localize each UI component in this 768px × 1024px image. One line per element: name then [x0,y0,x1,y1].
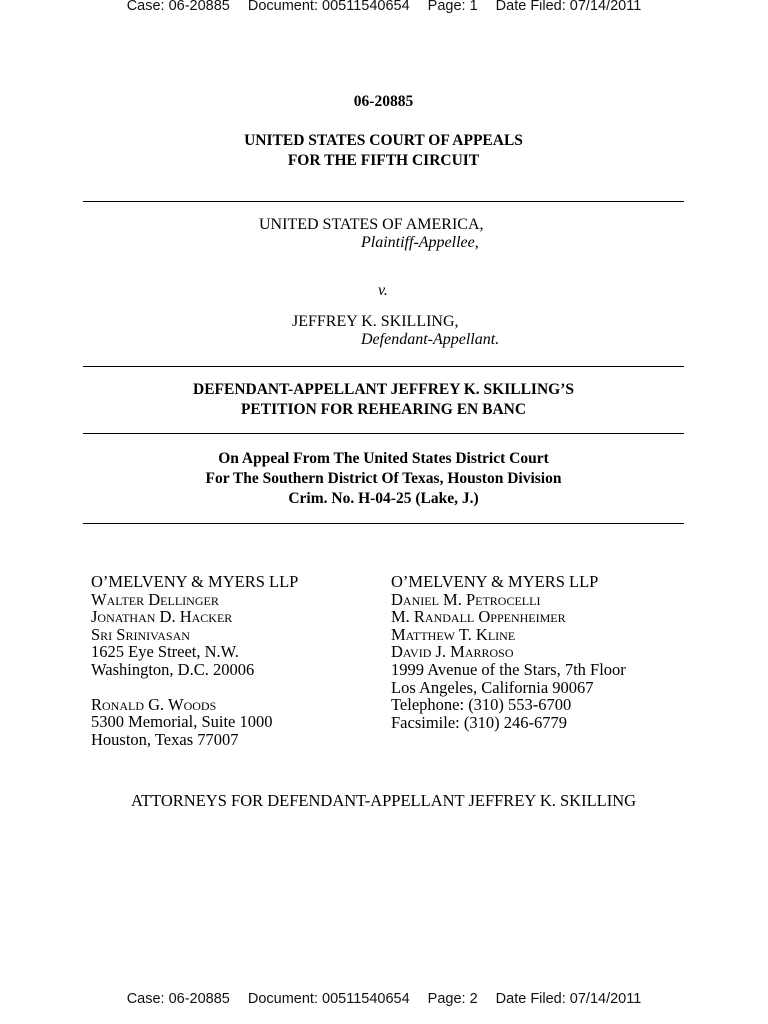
appeal-line-1: On Appeal From The United States District Court [218,450,549,467]
header-case: Case: 06-20885 [126,991,230,1007]
left-attorney: Jonathan D. Hacker [91,607,233,627]
header-date-filed: Date Filed: 07/14/2011 [495,991,642,1007]
divider [83,366,684,367]
header-document: Document: 00511540654 [247,0,410,14]
appeal-line-3: Crim. No. H-04-25 (Lake, J.) [288,490,479,507]
court-line-2: FOR THE FIFTH CIRCUIT [287,152,480,169]
left-attorney: Walter Dellinger [91,589,219,609]
right-telephone: Telephone: (310) 553-6700 [391,695,572,715]
right-firm-name: O’MELVENY & MYERS LLP [391,572,599,591]
left-firm-name: O’MELVENY & MYERS LLP [91,572,299,591]
right-address-line: 1999 Avenue of the Stars, 7th Floor [391,659,626,679]
right-attorney: M. Randall Oppenheimer [391,607,566,627]
divider [83,201,684,202]
versus: v. [378,282,388,299]
attorneys-for: ATTORNEYS FOR DEFENDANT-APPELLANT JEFFREY K. SKILLING [130,791,637,810]
appeal-info [83,449,684,509]
header-document: Document: 00511540654 [247,991,410,1007]
divider [83,523,684,524]
page-header-top [0,0,768,14]
left-counsel-block [91,573,298,748]
plaintiff-name: UNITED STATES OF AMERICA, [259,216,484,233]
defendant-role: Defendant-Appellant. [361,331,500,348]
left-second-address-line: 5300 Memorial, Suite 1000 [91,712,273,732]
docket-number: 06-20885 [353,93,414,110]
court-line-1: UNITED STATES COURT OF APPEALS [244,132,523,149]
right-attorney: Matthew T. Kline [391,624,516,644]
page-header-bottom [0,991,768,1007]
left-address-line: 1625 Eye Street, N.W. [91,642,239,662]
petition-title-line-1: DEFENDANT-APPELLANT JEFFREY K. SKILLING’S [193,381,574,398]
right-counsel-block [391,573,626,731]
court-name [83,131,684,171]
header-date-filed: Date Filed: 07/14/2011 [495,0,642,14]
petition-title-line-2: PETITION FOR REHEARING EN BANC [240,401,527,418]
header-case: Case: 06-20885 [126,0,230,14]
left-attorney: Sri Srinivasan [91,624,190,644]
appeal-line-2: For The Southern District Of Texas, Houston Division [205,470,562,487]
plaintiff-role: Plaintiff-Appellee, [361,234,479,251]
header-page: Page: 1 [427,0,478,14]
defendant-name: JEFFREY K. SKILLING, [292,313,459,330]
right-attorney: David J. Marroso [391,642,514,662]
header-page: Page: 2 [427,991,478,1007]
left-second-attorney: Ronald G. Woods [91,694,217,714]
divider [83,433,684,434]
right-address-line: Los Angeles, California 90067 [391,677,594,697]
right-facsimile: Facsimile: (310) 246-6779 [391,712,567,732]
left-address-line: Washington, D.C. 20006 [91,659,255,679]
petition-title [83,380,684,420]
right-attorney: Daniel M. Petrocelli [391,589,541,609]
left-second-address-line: Houston, Texas 77007 [91,729,239,749]
